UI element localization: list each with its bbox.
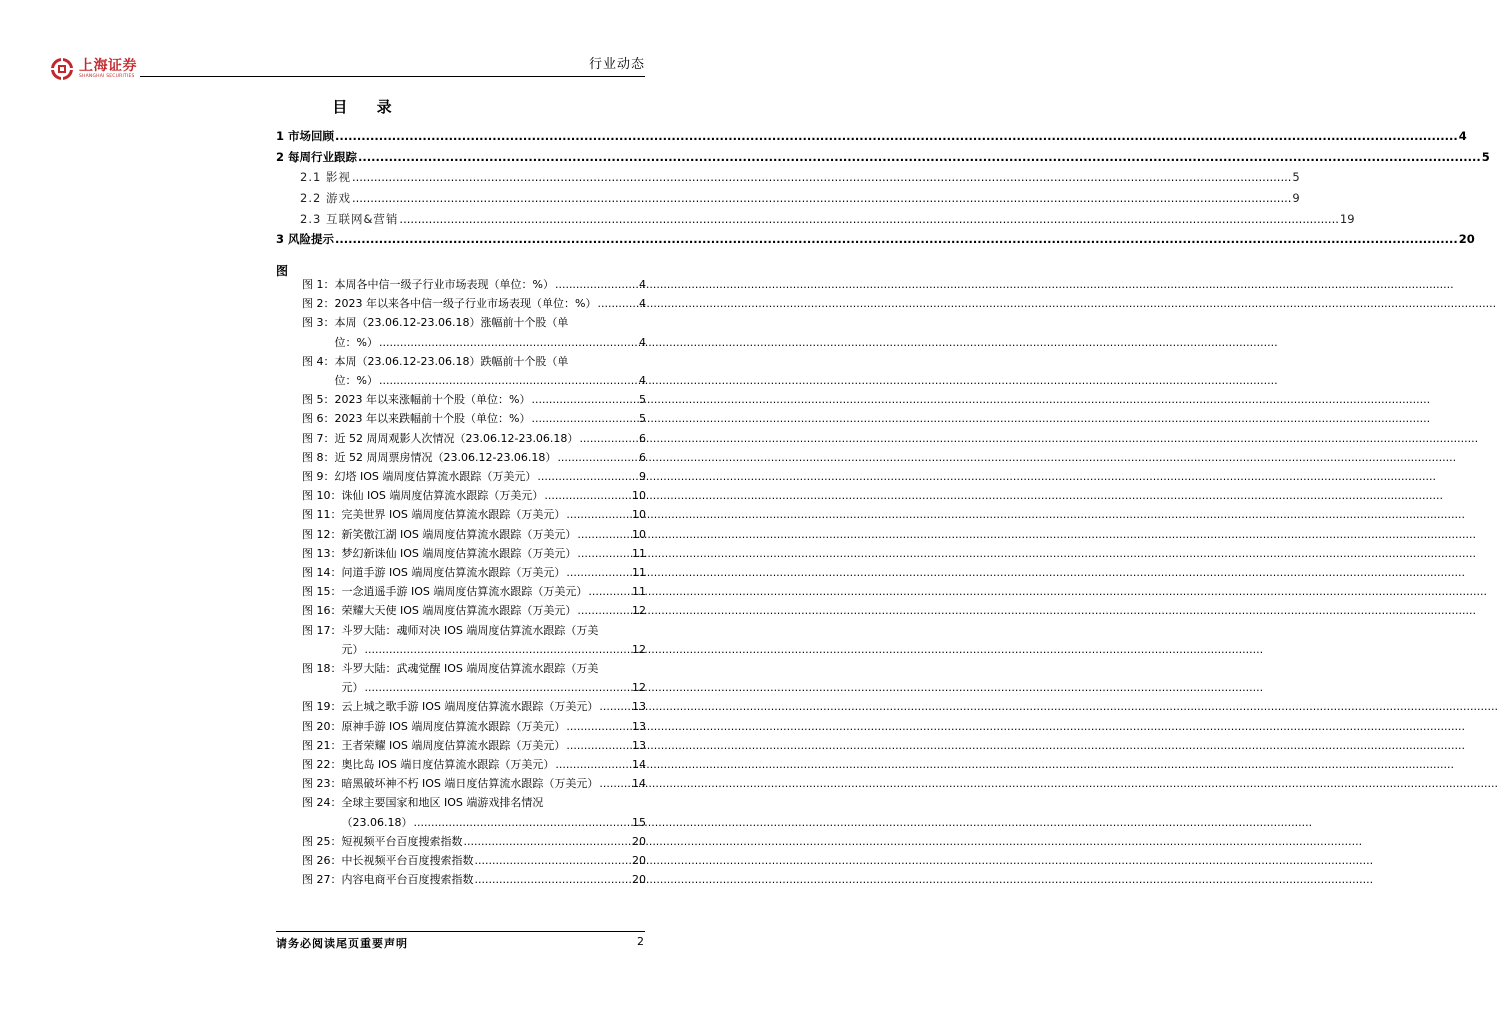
figure-caption: 本周（23.06.12-23.06.18）涨幅前十个股（单 <box>334 316 569 330</box>
figure-list-item[interactable] <box>302 275 646 294</box>
figure-number: 图 24： <box>302 796 342 810</box>
figure-list-item[interactable] <box>302 793 646 831</box>
figure-number: 图 19： <box>302 700 342 714</box>
leader-dots <box>365 640 632 659</box>
figure-page: 14 <box>632 777 646 791</box>
figure-caption: 王者荣耀 IOS 端周度估算流水跟踪（万美元） <box>341 738 566 752</box>
figure-caption: 问道手游 IOS 端周度估算流水跟踪（万美元） <box>341 566 566 580</box>
figure-page: 20 <box>632 834 646 848</box>
figure-number: 图 8： <box>302 450 335 464</box>
figure-list-item[interactable] <box>302 755 646 774</box>
figure-list-item[interactable] <box>302 544 646 563</box>
figure-page: 5 <box>639 393 646 407</box>
figure-number: 图 6： <box>302 412 335 426</box>
figure-list-item[interactable] <box>302 870 646 889</box>
logo-name-en: SHANGHAI SECURITIES <box>79 73 135 79</box>
figure-number: 图 10： <box>302 489 342 503</box>
figure-list-item[interactable] <box>302 429 646 448</box>
figure-page: 10 <box>632 508 646 522</box>
figure-caption: 幻塔 IOS 端周度估算流水跟踪（万美元） <box>334 470 537 484</box>
figure-number: 图 18： <box>302 662 342 676</box>
figure-caption: 中长视频平台百度搜索指数 <box>341 854 474 868</box>
toc-entry[interactable] <box>276 229 1475 250</box>
leader-dots <box>579 429 638 448</box>
toc-entry[interactable] <box>276 126 1467 147</box>
leader-dots <box>379 333 638 352</box>
figure-caption: 短视频平台百度搜索指数 <box>341 834 463 848</box>
leader-dots <box>464 832 632 851</box>
leader-dots <box>358 147 1481 168</box>
leader-dots <box>413 813 631 832</box>
toc-entry-page: 4 <box>1458 129 1467 143</box>
leader-dots <box>335 229 1458 250</box>
figure-page: 13 <box>632 738 646 752</box>
figure-page: 9 <box>639 470 646 484</box>
figure-list-item[interactable] <box>302 717 646 736</box>
logo-emblem-icon <box>50 57 74 81</box>
toc-entry-page: 20 <box>1458 232 1475 247</box>
leader-dots <box>475 870 632 889</box>
figure-number: 图 3： <box>302 316 335 330</box>
figure-number: 图 1： <box>302 278 335 291</box>
figure-caption: 斗罗大陆：魂师对决 IOS 端周度估算流水跟踪（万美 <box>341 623 599 637</box>
toc-entry-page: 5 <box>1481 149 1490 164</box>
figure-number: 图 16： <box>302 604 342 618</box>
report-category: 行业动态 <box>588 57 645 72</box>
figure-number: 图 20： <box>302 719 342 733</box>
figure-list-item[interactable] <box>302 832 646 851</box>
leader-dots <box>544 486 631 505</box>
page-number: 2 <box>637 935 644 948</box>
figure-page: 13 <box>632 700 646 714</box>
figure-list-item[interactable] <box>302 294 646 313</box>
figure-number: 图 11： <box>302 508 342 522</box>
figure-list-item[interactable] <box>302 486 646 505</box>
figure-list-item[interactable] <box>302 851 646 870</box>
toc-entry-label: 2.3 互联网&营销 <box>300 211 399 226</box>
toc-entry-label: 1 市场回顾 <box>276 129 335 143</box>
figure-caption: 全球主要国家和地区 IOS 端游戏排名情况 <box>341 796 544 810</box>
figure-number: 图 9： <box>302 470 335 484</box>
figure-number: 图 26： <box>302 854 342 868</box>
leader-dots <box>555 275 638 294</box>
figure-caption: 位：%） <box>334 335 378 349</box>
figure-caption: 近 52 周周票房情况（23.06.12-23.06.18） <box>334 450 557 464</box>
leader-dots <box>577 544 631 563</box>
figure-page: 10 <box>632 527 646 541</box>
figure-list-item[interactable] <box>302 774 646 793</box>
figure-number: 图 21： <box>302 738 342 752</box>
header-divider <box>140 76 645 77</box>
figure-caption: 梦幻新诛仙 IOS 端周度估算流水跟踪（万美元） <box>341 546 577 560</box>
figure-page: 15 <box>632 815 646 829</box>
figure-page: 11 <box>632 566 646 580</box>
figure-page: 20 <box>632 873 646 887</box>
figure-page: 6 <box>639 431 646 445</box>
figure-page: 14 <box>632 758 646 772</box>
leader-dots <box>352 167 1291 188</box>
toc-entry-page: 19 <box>1339 211 1355 226</box>
figure-list-item[interactable] <box>302 601 646 620</box>
figure-caption: 诛仙 IOS 端周度估算流水跟踪（万美元） <box>341 489 544 503</box>
figure-caption: 位：%） <box>334 374 378 388</box>
figure-page: 12 <box>632 642 646 656</box>
figure-caption: 元） <box>341 642 364 656</box>
figure-list-item[interactable] <box>302 448 646 467</box>
figure-caption: 本周（23.06.12-23.06.18）跌幅前十个股（单 <box>334 354 569 368</box>
figure-page: 4 <box>639 278 646 291</box>
figure-page: 12 <box>632 681 646 695</box>
toc-entry-label: 2.1 影视 <box>300 170 351 185</box>
figure-caption: 奥比岛 IOS 端日度估算流水跟踪（万美元） <box>341 758 555 772</box>
figure-page: 12 <box>632 604 646 618</box>
figure-number: 图 27： <box>302 873 342 887</box>
leader-dots <box>577 525 631 544</box>
figure-page: 6 <box>639 450 646 464</box>
leader-dots <box>597 294 638 313</box>
figure-page: 11 <box>632 546 646 560</box>
figure-number: 图 22： <box>302 758 342 772</box>
leader-dots <box>557 448 638 467</box>
figure-caption: 2023 年以来跌幅前十个股（单位：%） <box>334 412 531 426</box>
figure-list-item[interactable] <box>302 390 646 409</box>
toc-subentry[interactable] <box>276 209 1355 230</box>
figure-number: 图 23： <box>302 777 342 791</box>
figure-list-item[interactable] <box>302 621 646 659</box>
toc-title: 目 录 <box>332 98 404 116</box>
leader-dots <box>566 505 631 524</box>
figure-list <box>302 275 646 890</box>
figure-list-item[interactable] <box>302 659 646 697</box>
leader-dots <box>588 582 631 601</box>
figure-list-item[interactable] <box>302 563 646 582</box>
figure-list-item[interactable] <box>302 409 646 428</box>
leader-dots <box>399 209 1338 230</box>
figure-page: 5 <box>639 412 646 426</box>
leader-dots <box>531 409 638 428</box>
figure-caption: 本周各中信一级子行业市场表现（单位：%） <box>334 278 554 291</box>
footer-divider <box>276 931 645 932</box>
figure-list-item[interactable] <box>302 736 646 755</box>
toc-entry-page: 9 <box>1292 191 1300 206</box>
leader-dots <box>335 126 1458 147</box>
figure-number: 图 15： <box>302 585 342 599</box>
table-of-contents <box>276 126 1490 250</box>
leader-dots <box>352 188 1291 209</box>
figure-page: 4 <box>639 374 646 388</box>
figure-list-heading: 图 <box>276 264 289 278</box>
figure-caption: 元） <box>341 681 364 695</box>
figure-caption: （23.06.18） <box>341 815 413 829</box>
figure-caption: 近 52 周周观影人次情况（23.06.12-23.06.18） <box>334 431 579 445</box>
figure-number: 图 7： <box>302 431 335 445</box>
figure-list-item[interactable] <box>302 505 646 524</box>
figure-list-item[interactable] <box>302 697 646 716</box>
leader-dots <box>365 678 632 697</box>
figure-list-item[interactable] <box>302 582 646 601</box>
leader-dots <box>566 736 631 755</box>
figure-list-item[interactable] <box>302 352 646 390</box>
leader-dots <box>537 467 638 486</box>
figure-number: 图 4： <box>302 354 335 368</box>
figure-list-item[interactable] <box>302 525 646 544</box>
figure-caption: 内容电商平台百度搜索指数 <box>341 873 474 887</box>
toc-entry-label: 2.2 游戏 <box>300 191 351 206</box>
figure-page: 20 <box>632 854 646 868</box>
figure-caption: 2023 年以来涨幅前十个股（单位：%） <box>334 393 531 407</box>
figure-page: 13 <box>632 719 646 733</box>
figure-page: 4 <box>639 297 646 311</box>
figure-number: 图 25： <box>302 834 342 848</box>
figure-caption: 荣耀大天使 IOS 端周度估算流水跟踪（万美元） <box>341 604 577 618</box>
leader-dots <box>531 390 638 409</box>
figure-caption: 完美世界 IOS 端周度估算流水跟踪（万美元） <box>341 508 566 522</box>
figure-number: 图 14： <box>302 566 342 580</box>
leader-dots <box>566 717 631 736</box>
leader-dots <box>379 371 638 390</box>
figure-list-item[interactable] <box>302 313 646 351</box>
toc-entry-page: 5 <box>1292 170 1300 185</box>
toc-entry-label: 3 风险提示 <box>276 232 335 247</box>
figure-list-item[interactable] <box>302 467 646 486</box>
leader-dots <box>599 774 631 793</box>
figure-caption: 2023 年以来各中信一级子行业市场表现（单位：%） <box>334 297 597 311</box>
toc-entry-label: 2 每周行业跟踪 <box>276 149 358 164</box>
leader-dots <box>599 697 631 716</box>
figure-number: 图 17： <box>302 623 342 637</box>
toc-subentry[interactable] <box>276 167 1300 188</box>
figure-caption: 新笑傲江湖 IOS 端周度估算流水跟踪（万美元） <box>341 527 577 541</box>
figure-page: 4 <box>639 335 646 349</box>
leader-dots <box>566 563 631 582</box>
figure-caption: 暗黑破坏神不朽 IOS 端日度估算流水跟踪（万美元） <box>341 777 599 791</box>
figure-page: 11 <box>632 585 646 599</box>
figure-caption: 原神手游 IOS 端周度估算流水跟踪（万美元） <box>341 719 566 733</box>
disclaimer-note: 请务必阅读尾页重要声明 <box>276 937 408 950</box>
figure-number: 图 12： <box>302 527 342 541</box>
leader-dots <box>577 601 631 620</box>
figure-caption: 一念逍遥手游 IOS 端周度估算流水跟踪（万美元） <box>341 585 588 599</box>
figure-caption: 斗罗大陆：武魂觉醒 IOS 端周度估算流水跟踪（万美 <box>341 662 599 676</box>
leader-dots <box>475 851 632 870</box>
logo-name-cn: 上海证券 <box>79 57 137 74</box>
figure-number: 图 2： <box>302 297 335 311</box>
toc-subentry[interactable] <box>276 188 1300 209</box>
toc-entry[interactable] <box>276 147 1490 168</box>
company-logo <box>50 56 137 82</box>
figure-number: 图 13： <box>302 546 342 560</box>
leader-dots <box>555 755 631 774</box>
figure-page: 10 <box>632 489 646 503</box>
figure-number: 图 5： <box>302 393 335 407</box>
figure-caption: 云上城之歌手游 IOS 端周度估算流水跟踪（万美元） <box>341 700 599 714</box>
